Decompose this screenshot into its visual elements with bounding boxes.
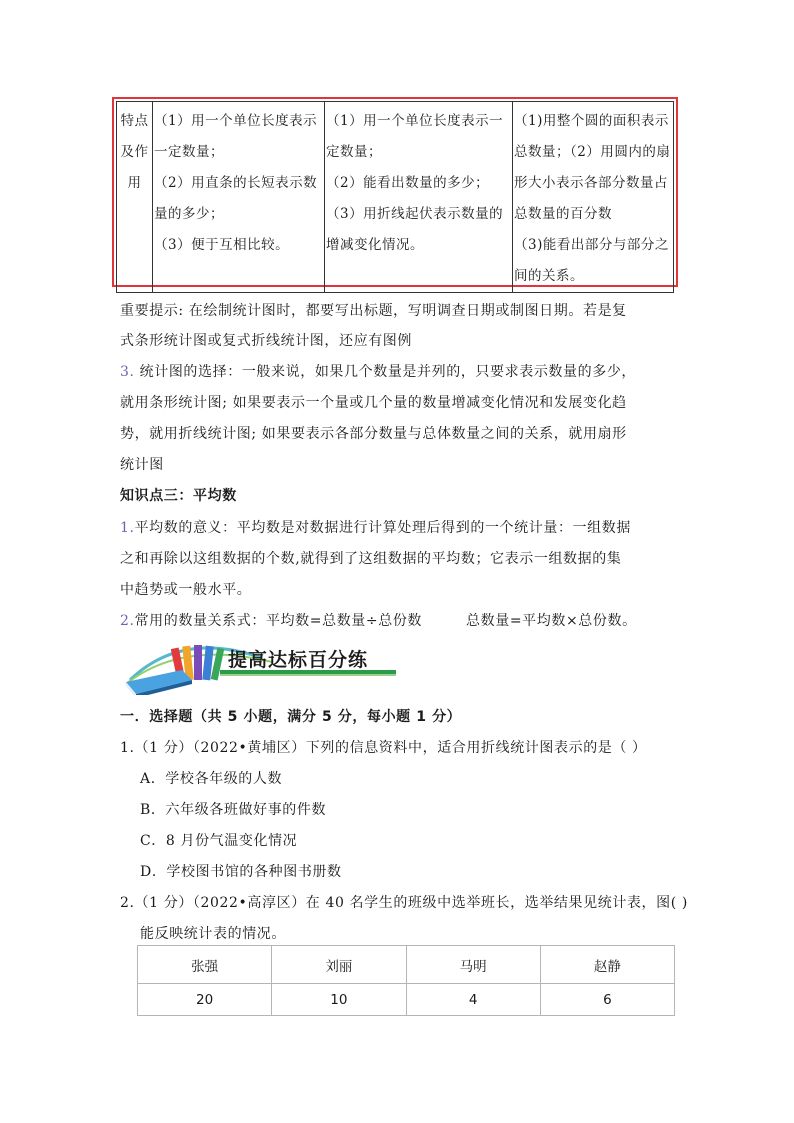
choice-line-4: 统计图 bbox=[120, 457, 164, 473]
q1-option-a: A．学校各年级的人数 bbox=[140, 771, 283, 787]
header-zhaojing: 赵静 bbox=[540, 946, 674, 984]
avg-meaning-line-2: 之和再除以这组数据的个数,就得到了这组数据的平均数；它表示一组数据的集 bbox=[120, 551, 622, 567]
q1-option-b: B．六年级各班做好事的件数 bbox=[140, 802, 327, 818]
avg-formula-text-2: 总数量=平均数×总份数。 bbox=[466, 613, 637, 629]
avg-meaning-number: 1. bbox=[120, 520, 135, 536]
avg-formula-number: 2. bbox=[120, 613, 135, 629]
bar-feature-3: （3）便于互相比较。 bbox=[154, 237, 290, 253]
bar-feature-1: （1）用一个单位长度表示一定数量； bbox=[154, 113, 318, 160]
avg-meaning-line-1 bbox=[120, 517, 631, 537]
q2-stem-line-2: 能反映统计表的情况。 bbox=[140, 926, 286, 942]
avg-meaning-line-3: 中趋势或一般水平。 bbox=[120, 582, 252, 598]
part1-title: 一．选择题（共 5 小题，满分 5 分，每小题 1 分） bbox=[120, 709, 462, 725]
choice-number: 3. bbox=[120, 364, 135, 380]
value-zhaojing: 6 bbox=[540, 984, 674, 1016]
pie-feature-2: （3)能看出部分与部分之间的关系。 bbox=[514, 237, 669, 284]
tip-line-2: 式条形统计图或复式折线统计图，还应有图例 bbox=[120, 333, 412, 349]
chart-features-table-frame bbox=[112, 97, 678, 287]
avg-formula-text: 常用的数量关系式：平均数=总数量÷总份数 bbox=[134, 613, 423, 629]
avg-meaning-text-1: 平均数的意义：平均数是对数据进行计算处理后得到的一个统计量：一组数据 bbox=[134, 520, 631, 536]
features-label: 特点及作用 bbox=[120, 113, 149, 191]
features-label-cell bbox=[117, 102, 153, 293]
avg-formula-line bbox=[120, 610, 637, 630]
chart-features-table bbox=[116, 101, 674, 293]
q1-option-d: D．学校图书馆的各种图书册数 bbox=[140, 864, 342, 880]
q1-option-c: C．8 月份气温变化情况 bbox=[140, 833, 298, 849]
choice-line-1 bbox=[120, 361, 636, 381]
table-header-row bbox=[138, 946, 675, 984]
bar-feature-2: （2）用直条的长短表示数量的多少； bbox=[154, 175, 318, 222]
choice-line-2: 就用条形统计图; 如果要表示一个量或几个量的数量增减变化情况和发展变化趋 bbox=[120, 395, 627, 411]
header-liuli: 刘丽 bbox=[272, 946, 406, 984]
table-row bbox=[138, 984, 675, 1016]
election-results-table bbox=[137, 945, 675, 1016]
banner-title: 提高达标百分练 bbox=[228, 649, 369, 671]
value-zhangqiang: 20 bbox=[138, 984, 272, 1016]
line-feature-1: （1）用一个单位长度表示一定数量； bbox=[326, 113, 504, 160]
choice-text-1: 统计图的选择：一般来说，如果几个数量是并列的，只要求表示数量的多少， bbox=[139, 364, 637, 380]
section3-title: 知识点三：平均数 bbox=[120, 488, 237, 504]
q1-stem: 1.（1 分）（2022•黄埔区）下列的信息资料中，适合用折线统计图表示的是（ ） bbox=[120, 740, 647, 756]
header-maming: 马明 bbox=[406, 946, 540, 984]
line-chart-features-cell bbox=[325, 102, 513, 293]
pie-chart-features-cell bbox=[513, 102, 674, 293]
line-feature-3: （3）用折线起伏表示数量的增减变化情况。 bbox=[326, 206, 504, 253]
q2-stem-line-1: 2.（1 分）（2022•高淳区）在 40 名学生的班级中选举班长，选举结果见统计表，图( ) bbox=[120, 895, 688, 911]
tip-line-1: 重要提示: 在绘制统计图时，都要写出标题，写明调查日期或制图日期。若是复 bbox=[120, 303, 627, 319]
bar-chart-features-cell bbox=[153, 102, 325, 293]
value-liuli: 10 bbox=[272, 984, 406, 1016]
choice-line-3: 势，就用折线统计图; 如果要表示各部分数量与总体数量之间的关系，就用扇形 bbox=[120, 426, 627, 442]
value-maming: 4 bbox=[406, 984, 540, 1016]
line-feature-2: （2）能看出数量的多少； bbox=[326, 175, 490, 191]
pie-feature-1: （1)用整个圆的面积表示总数量；（2）用圆内的扇形大小表示各部分数量占总数量的百分数 bbox=[514, 113, 671, 222]
header-zhangqiang: 张强 bbox=[138, 946, 272, 984]
